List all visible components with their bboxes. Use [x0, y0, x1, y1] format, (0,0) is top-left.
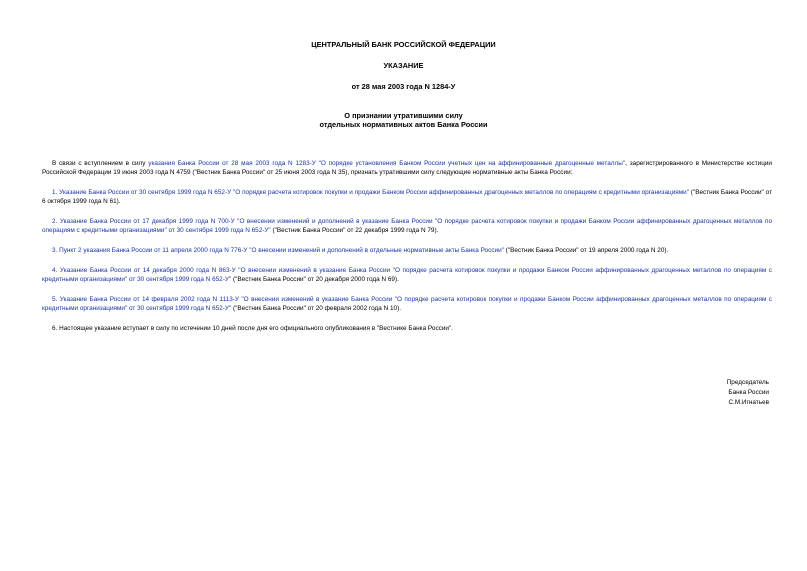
document-date-number: от 28 мая 2003 года N 1284-У [351, 82, 456, 91]
item-number: 5. [52, 296, 60, 303]
item-number: 3. [52, 247, 60, 254]
item-reference-link[interactable]: Указание Банка России от 14 декабря 2000 года N 863-У "О внесении изменений в указание Банка России "О порядке расчета котировок покупки и продажи Банком России аффинированных драгоценных металлов по операциям с кредитными организациями" от 30 сентября 1999 года N 652-У" [42, 267, 773, 283]
signatory-position: Председатель [726, 379, 769, 386]
issuer-name: ЦЕНТРАЛЬНЫЙ БАНК РОССИЙСКОЙ ФЕДЕРАЦИИ [311, 40, 496, 49]
list-item [42, 295, 772, 313]
item-publication-note: ("Вестник Банка России" от 6 октября 1999 года N 61). [42, 189, 772, 205]
list-item [42, 246, 772, 255]
intro-text-end: , зарегистрированного в Министерстве юстиции Российской Федерации 19 июня 2003 года N 4759 ("Вестник Банка России" от 25 июня 2003 года N 35), признать утратившими силу следующие нормативные акты Банка России: [42, 160, 772, 176]
final-clause: 6. Настоящее указание вступает в силу по истечении 10 дней после дня его официального опубликования в "Вестнике Банка России". [52, 325, 454, 332]
item-publication-note: ("Вестник Банка России" от 20 декабря 2000 года N 69). [231, 276, 399, 283]
intro-reference-link[interactable]: указания Банка России от 28 мая 2003 года N 1283-У "О порядке установления Банком России учетных цен на аффинированные драгоценные металлы" [148, 160, 626, 167]
item-publication-note: ("Вестник Банка России" от 22 декабря 1999 года N 79). [270, 227, 439, 234]
item-publication-note: ("Вестник Банка России" от 20 февраля 2002 года N 10). [231, 305, 401, 312]
signatory-organization: Банка России [728, 389, 769, 396]
list-item [42, 217, 772, 235]
item-reference-link[interactable]: Указание Банка России от 17 декабря 1999 года N 700-У "О внесении изменений и дополнений в указание Банка России "О порядке расчета котировок покупки и продажи Банком России аффинированных драгоценных металлов по операциям с кредитными организациями" от 30 сентября 1999 года N 652-У" [42, 218, 772, 234]
item-reference-link[interactable]: Указание Банка России от 14 февраля 2002 года N 1113-У "О внесении изменений в указание Банка России "О порядке расчета котировок покупки и продажи Банком России аффинированных драгоценных металлов по операциям с кредитными организациями" от 30 сентября 1999 года N 652-У" [42, 296, 772, 312]
signature-block [727, 378, 769, 408]
signatory-name: С.М.Игнатьев [728, 399, 769, 406]
document-title-line-1: О признании утратившими силу [344, 111, 463, 120]
item-number: 1. [52, 189, 60, 196]
list-item [42, 266, 772, 284]
item-reference-link[interactable]: Пункт 2 указания Банка России от 11 апреля 2000 года N 776-У "О внесении изменений и дополнений в отдельные нормативные акты Банка России" [59, 247, 504, 254]
intro-paragraph [42, 159, 772, 177]
document-title-line-2: отдельных нормативных актов Банка России [319, 120, 488, 129]
list-item [42, 188, 772, 206]
document-type: УКАЗАНИЕ [383, 61, 424, 70]
document-header [0, 40, 807, 129]
document-body [42, 159, 772, 344]
intro-text-start: В связи с вступлением в силу [52, 160, 149, 167]
item-publication-note: ("Вестник Банка России" от 19 апреля 2000 года N 20). [503, 247, 669, 254]
item-reference-link[interactable]: Указание Банка России от 30 сентября 1999 года N 652-У "О порядке расчета котировок покупки и продажи Банком России аффинированных драгоценных металлов по операциям с кредитными организациями" [59, 189, 689, 196]
item-number: 4. [52, 267, 60, 274]
item-number: 2. [52, 218, 60, 225]
